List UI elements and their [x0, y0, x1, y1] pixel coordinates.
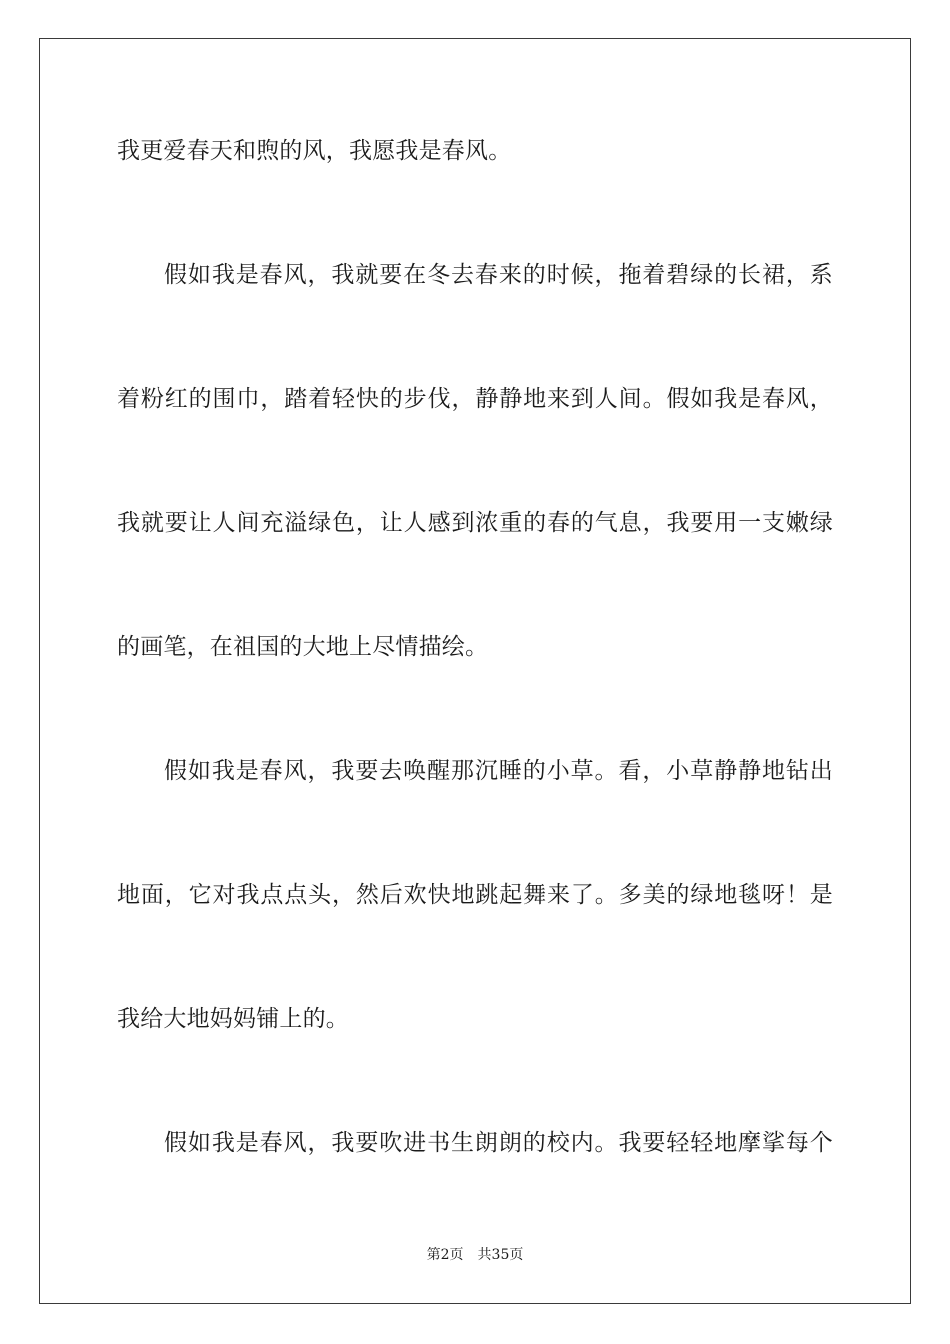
text-line: 我更爱春天和煦的风，我愿我是春风。: [117, 138, 512, 164]
paragraph-first-line: 假如我是春风，我要吹进书生朗朗的校内。我要轻轻地摩挲每个: [164, 1130, 833, 1156]
text-line: 的画笔，在祖国的大地上尽情描绘。: [117, 634, 489, 660]
text-line: 我给大地妈妈铺上的。: [117, 1006, 349, 1032]
page-border: [39, 38, 911, 1304]
page-footer: [0, 1246, 950, 1264]
paragraph-first-line: 假如我是春风，我就要在冬去春来的时候，拖着碧绿的长裙，系: [164, 262, 833, 288]
page-number: 第2页: [426, 1247, 464, 1263]
paragraph-first-line: 假如我是春风，我要去唤醒那沉睡的小草。看，小草静静地钻出: [164, 758, 833, 784]
text-line: 我就要让人间充溢绿色，让人感到浓重的春的气息，我要用一支嫩绿: [117, 510, 833, 536]
total-pages: 共35页: [477, 1247, 524, 1263]
text-line: 地面，它对我点点头，然后欢快地跳起舞来了。多美的绿地毯呀！是: [117, 882, 833, 908]
text-line: 着粉红的围巾，踏着轻快的步伐，静静地来到人间。假如我是春风，: [117, 386, 833, 412]
